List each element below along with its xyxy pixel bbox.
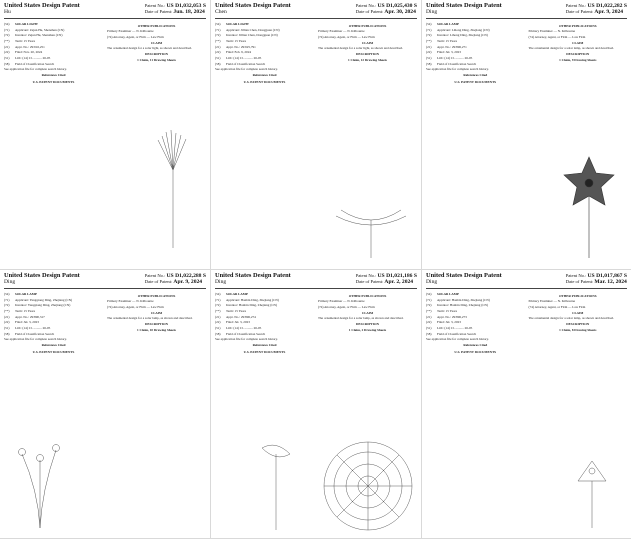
term: Term: 15 Years <box>226 38 247 43</box>
invention-title: SOLAR LAMP <box>226 291 248 296</box>
date-label: Date of Patent: <box>355 279 384 285</box>
date-label: Date of Patent: <box>565 9 594 15</box>
attorney: (74) Attorney, Agent, or Firm — Law Firm <box>107 34 164 39</box>
other-pubs-title: OTHER PUBLICATIONS <box>137 23 176 28</box>
claim-title: CLAIM <box>361 310 374 315</box>
term: Term: 15 Years <box>226 308 247 313</box>
term: Term: 15 Years <box>437 38 458 43</box>
patent-drawing <box>256 440 416 535</box>
patent-date: Mar. 12, 2024 <box>594 279 627 286</box>
other-pubs-title: OTHER PUBLICATIONS <box>137 293 176 298</box>
see-application: See application file for complete search history. <box>426 67 489 72</box>
examiner: Primary Examiner — N. Kilbourne <box>528 298 576 303</box>
patent-page-3 <box>422 0 631 269</box>
patent-header <box>4 3 206 19</box>
patent-number: US D1,021,186 S <box>377 273 417 279</box>
left-column: (54) SOLAR LAMP (71) Applicant: Hanbin Ding, Zhejiang (CN) (72) Inventor: Hanbin Ding, Zhejiang (CN) (**) Term: 15 Years (21) Appl. No.: 29/896,274 (22) Filed: Jul. 3, 2023 (51) LOC (14) Cl. .......... 26-05 (58) Field of Classification Search See application file for complete search history. References Cited U.S. PATENT DOCUMENTS <box>215 292 314 355</box>
patent-date: Apr. 30, 2024 <box>384 9 416 16</box>
see-application: See application file for complete search history. <box>426 337 489 342</box>
references-title: References Cited <box>463 73 488 78</box>
patent-no-label: Patent No.: <box>355 3 377 8</box>
office-title: United States Design Patent <box>4 272 80 279</box>
see-application: See application file for complete search history. <box>4 67 67 72</box>
field-search: Field of Classification Search <box>15 331 55 336</box>
date-label: Date of Patent: <box>565 279 594 285</box>
patent-date: Apr. 2, 2024 <box>384 279 414 286</box>
attorney: (74) Attorney, Agent, or Firm — Law Firm <box>528 304 586 309</box>
us-docs-title: U.S. PATENT DOCUMENTS <box>32 349 75 354</box>
patent-header <box>4 273 206 289</box>
sheets-count: 1 Claim, 2 Drawing Sheets <box>348 327 387 332</box>
right-column <box>107 22 206 85</box>
field-search: Field of Classification Search <box>226 331 266 336</box>
claim-title: CLAIM <box>572 310 584 315</box>
patent-drawing <box>10 440 70 530</box>
sheets-count: 1 Claim, 11 Drawing Sheets <box>137 57 176 62</box>
patent-date: Apr. 9, 2024 <box>594 9 624 16</box>
office-title: United States Design Patent <box>215 272 291 279</box>
left-column: (54) SOLAR LIGHT (71) Applicant: Zejun Hu, Shenzhen (CN) (72) Inventor: Zejun Hu, Shenzhen (CN) (**) Term: 15 Years (21) Appl. No.: 29/916,251 (22) Filed: Nov. 20, 2024 (51) LOC (14) Cl. .......... 26-05 (58) Field of Classification Search See application file for complete search history. References Cited U.S. PATENT DOCUMENTS <box>4 22 103 85</box>
us-docs-title: U.S. PATENT DOCUMENTS <box>454 79 497 84</box>
patent-drawing <box>572 455 612 530</box>
inventor: Inventor: Jillian Chen, Dongguan (CN) <box>226 33 278 38</box>
patent-page-1 <box>0 0 210 269</box>
patent-no-label: Patent No.: <box>565 3 587 8</box>
claim-title: CLAIM <box>150 310 163 315</box>
left-column: (54) SOLAR LIGHT (71) Applicant: Jillian Chen, Dongguan (CN) (72) Inventor: Jillian Chen, Dongguan (CN) (**) Term: 15 Years (21) Appl. No.: 29/925,791 (22) Filed: Feb. 9, 2024 (51) LOC (14) Cl. .......... 26-05 (58) Field of Classification Search See application file for complete search history. References Cited U.S. PATENT DOCUMENTS <box>215 22 314 85</box>
field-search: Field of Classification Search <box>15 61 55 66</box>
claim-title: CLAIM <box>361 40 374 45</box>
inventor: Inventor: Hanbin Ding, Zhejiang (CN) <box>437 303 488 308</box>
references-title: References Cited <box>41 343 66 348</box>
claim-text: The ornamental design for a solar lamp, as shown and described. <box>528 315 615 320</box>
applicant: Applicant: Hanbin Ding, Zhejiang (CN) <box>437 297 490 302</box>
attorney: (74) Attorney, Agent, or Firm — Law Firm <box>107 304 164 309</box>
right-column <box>529 22 628 85</box>
patent-drawing <box>331 200 411 260</box>
examiner: Primary Examiner — N. Kilbourne <box>107 28 154 33</box>
filed-date: Filed: Jul. 3, 2023 <box>437 320 461 325</box>
claim-title: CLAIM <box>150 40 163 45</box>
patent-header <box>215 3 417 19</box>
inventor-surname: Ding <box>215 279 227 286</box>
patent-page-5 <box>211 270 421 538</box>
filed-date: Filed: Jul. 3, 2023 <box>226 320 250 325</box>
right-column <box>529 292 628 355</box>
references-title: References Cited <box>463 343 488 348</box>
patent-drawing <box>554 155 624 260</box>
patent-header <box>426 273 627 289</box>
description-title: DESCRIPTION <box>356 51 379 56</box>
claim-text: The ornamental design for a solar light, as shown and described. <box>318 45 403 50</box>
office-title: United States Design Patent <box>4 2 80 9</box>
patent-number: US D1,017,867 S <box>587 273 627 279</box>
attorney: (74) Attorney, Agent, or Firm — Law Firm <box>318 304 375 309</box>
claim-text: The ornamental design for a solar lamp, as shown and described. <box>318 315 404 320</box>
inventor-surname: Ding <box>426 279 438 286</box>
inventor: Inventor: Hanbin Ding, Zhejiang (CN) <box>226 303 277 308</box>
invention-title: SOLAR LAMP <box>15 291 37 296</box>
description-title: DESCRIPTION <box>145 51 168 56</box>
loc-class: LOC (14) Cl. .......... 26-05 <box>15 325 51 330</box>
patent-page-4 <box>0 270 210 538</box>
invention-title: SOLAR LAMP <box>437 291 459 296</box>
patent-no-label: Patent No.: <box>565 273 587 278</box>
office-title: United States Design Patent <box>215 2 291 9</box>
filed-date: Filed: Jul. 3, 2023 <box>437 50 461 55</box>
inventor-surname: Chen <box>215 9 227 16</box>
field-search: Field of Classification Search <box>437 61 477 66</box>
loc-class: LOC (14) Cl. .......... 26-05 <box>437 325 473 330</box>
invention-title: SOLAR LIGHT <box>226 21 249 26</box>
sheets-count: 1 Claim, 10 Drawing Sheets <box>137 327 176 332</box>
patent-page-2 <box>211 0 421 269</box>
invention-title: SOLAR LAMP <box>437 21 459 26</box>
inventor: Inventor: Zejun Hu, Shenzhen (CN) <box>15 33 63 38</box>
description-title: DESCRIPTION <box>356 321 379 326</box>
see-application: See application file for complete search history. <box>215 67 278 72</box>
claim-text: The ornamental design for a solar lamp, as shown and described. <box>528 45 615 50</box>
patent-header <box>215 273 417 289</box>
loc-class: LOC (14) Cl. .......... 26-05 <box>226 55 262 60</box>
applicant: Applicant: Zejun Hu, Shenzhen (CN) <box>15 27 65 32</box>
see-application: See application file for complete search history. <box>4 337 67 342</box>
date-label: Date of Patent: <box>144 279 173 285</box>
patent-date: Apr. 9, 2024 <box>173 279 203 286</box>
filed-date: Filed: Feb. 9, 2024 <box>226 50 252 55</box>
us-docs-title: U.S. PATENT DOCUMENTS <box>243 349 286 354</box>
inventor: Inventor: Yangqiang Ding, Zhejiang (CN) <box>15 303 71 308</box>
description-title: DESCRIPTION <box>566 51 590 56</box>
other-pubs-title: OTHER PUBLICATIONS <box>558 23 597 28</box>
left-column: (54) SOLAR LAMP (71) Applicant: Hanbin Ding, Zhejiang (CN) (72) Inventor: Hanbin Ding, Zhejiang (CN) (**) Term: 15 Years (21) Appl. No.: 29/896,273 (22) Filed: Jul. 3, 2023 (51) LOC (14) Cl. .......... 26-05 (58) Field of Classification Search See application file for complete search history. References Cited U.S. PATENT DOCUMENTS <box>426 292 525 355</box>
loc-class: LOC (14) Cl. .......... 26-05 <box>437 55 473 60</box>
right-column <box>318 292 417 355</box>
patent-no-label: Patent No.: <box>144 273 166 278</box>
sheets-count: 1 Claim, 8 Drawing Sheets <box>559 327 597 332</box>
field-search: Field of Classification Search <box>437 331 477 336</box>
applicant: Applicant: Jillian Chen, Dongguan (CN) <box>226 27 280 32</box>
inventor-surname: Ding <box>426 9 438 16</box>
inventor-surname: Ding <box>4 279 16 286</box>
field-search: Field of Classification Search <box>226 61 266 66</box>
applicant: Applicant: Lihong Ding, Zhejiang (CN) <box>437 27 490 32</box>
references-title: References Cited <box>41 73 66 78</box>
patent-header <box>426 3 627 19</box>
references-title: References Cited <box>252 73 277 78</box>
examiner: Primary Examiner — N. Kilbourne <box>528 28 576 33</box>
application-number: Appl. No.: 29/890,317 <box>15 314 45 319</box>
patent-number: US D1,022,282 S <box>587 3 627 9</box>
claim-title: CLAIM <box>572 40 584 45</box>
filed-date: Filed: Nov. 20, 2024 <box>15 50 43 55</box>
application-number: Appl. No.: 29/896,273 <box>437 314 467 319</box>
patent-no-label: Patent No.: <box>355 273 377 278</box>
description-title: DESCRIPTION <box>145 321 168 326</box>
examiner: Primary Examiner — N. Kilbourne <box>318 28 365 33</box>
inventor-surname: Hu <box>4 9 11 16</box>
us-docs-title: U.S. PATENT DOCUMENTS <box>454 349 497 354</box>
left-column: (54) SOLAR LAMP (71) Applicant: Yangqiang Ding, Zhejiang (CN) (72) Inventor: Yangqiang Ding, Zhejiang (CN) (**) Term: 15 Years (21) Appl. No.: 29/890,317 (22) Filed: Jul. 3, 2023 (51) LOC (14) Cl. .......... 26-05 (58) Field of Classification Search See application file for complete search history. References Cited U.S. PATENT DOCUMENTS <box>4 292 103 355</box>
term: Term: 15 Years <box>437 308 458 313</box>
references-title: References Cited <box>252 343 277 348</box>
applicant: Applicant: Hanbin Ding, Zhejiang (CN) <box>226 297 279 302</box>
patent-number: US D1,025,430 S <box>377 3 417 9</box>
us-docs-title: U.S. PATENT DOCUMENTS <box>32 79 75 84</box>
office-title: United States Design Patent <box>426 272 502 279</box>
application-number: Appl. No.: 29/896,271 <box>437 44 467 49</box>
date-label: Date of Patent: <box>355 9 384 15</box>
patent-date: Jun. 18, 2024 <box>173 9 205 16</box>
application-number: Appl. No.: 29/896,274 <box>226 314 256 319</box>
attorney: (74) Attorney, Agent, or Firm — Law Firm <box>318 34 375 39</box>
application-number: Appl. No.: 29/925,791 <box>226 44 256 49</box>
other-pubs-title: OTHER PUBLICATIONS <box>558 293 597 298</box>
left-column: (54) SOLAR LAMP (71) Applicant: Lihong Ding, Zhejiang (CN) (72) Inventor: Lihong Ding, Zhejiang (CN) (**) Term: 15 Years (21) Appl. No.: 29/896,271 (22) Filed: Jul. 3, 2023 (51) LOC (14) Cl. .......... 26-05 (58) Field of Classification Search See application file for complete search history. References Cited U.S. PATENT DOCUMENTS <box>426 22 525 85</box>
right-column <box>107 292 206 355</box>
term: Term: 15 Years <box>15 38 36 43</box>
patent-no-label: Patent No.: <box>144 3 166 8</box>
other-pubs-title: OTHER PUBLICATIONS <box>348 23 387 28</box>
examiner: Primary Examiner — N. Kilbourne <box>107 298 154 303</box>
term: Term: 15 Years <box>15 308 36 313</box>
date-label: Date of Patent: <box>144 9 173 15</box>
inventor: Inventor: Lihong Ding, Zhejiang (CN) <box>437 33 488 38</box>
loc-class: LOC (14) Cl. .......... 26-05 <box>15 55 51 60</box>
invention-title: SOLAR LIGHT <box>15 21 38 26</box>
patent-page-6 <box>422 270 631 538</box>
patent-number: US D1,022,288 S <box>166 273 206 279</box>
office-title: United States Design Patent <box>426 2 502 9</box>
description-title: DESCRIPTION <box>566 321 590 326</box>
sheets-count: 1 Claim, 12 Drawing Sheets <box>348 57 387 62</box>
applicant: Applicant: Yangqiang Ding, Zhejiang (CN) <box>15 297 73 302</box>
application-number: Appl. No.: 29/916,251 <box>15 44 45 49</box>
attorney: (74) Attorney, Agent, or Firm — Law Firm <box>528 34 586 39</box>
claim-text: The ornamental design for a solar lamp, as shown and described. <box>107 315 193 320</box>
loc-class: LOC (14) Cl. .......... 26-05 <box>226 325 262 330</box>
patent-drawing <box>148 130 198 250</box>
other-pubs-title: OTHER PUBLICATIONS <box>348 293 387 298</box>
sheets-count: 1 Claim, 9 Drawing Sheets <box>559 57 597 62</box>
claim-text: The ornamental design for a solar light, as shown and described. <box>107 45 192 50</box>
right-column <box>318 22 417 85</box>
filed-date: Filed: Jul. 3, 2023 <box>15 320 39 325</box>
us-docs-title: U.S. PATENT DOCUMENTS <box>243 79 286 84</box>
examiner: Primary Examiner — N. Kilbourne <box>318 298 365 303</box>
see-application: See application file for complete search history. <box>215 337 278 342</box>
patent-number: US D1,032,053 S <box>166 3 206 9</box>
